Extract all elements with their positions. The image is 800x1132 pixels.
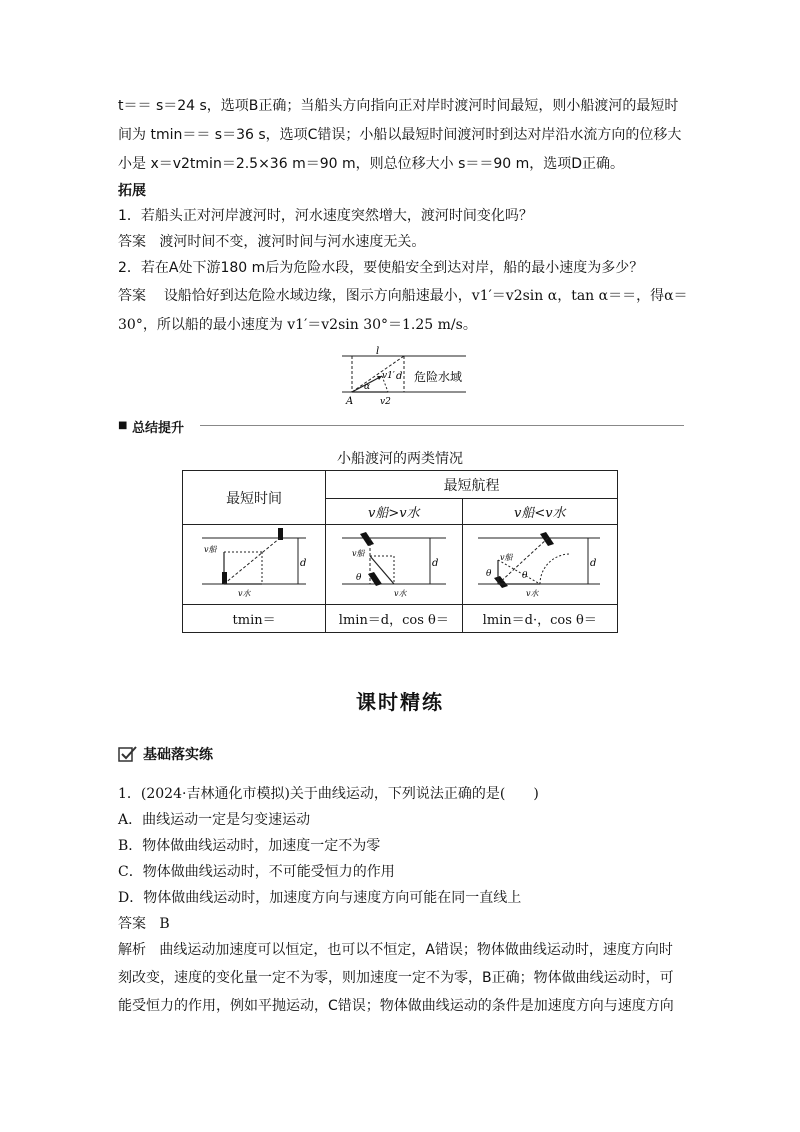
- label-vboat: v船: [204, 544, 217, 554]
- option-a: A．曲线运动一定是匀变速运动: [118, 812, 311, 828]
- diagram-case1-cell: [326, 525, 462, 605]
- table-caption: 小船渡河的两类情况: [337, 451, 463, 467]
- extension-answer-1: [118, 232, 425, 252]
- answer-text: 设船恰好到达危险水域边缘，图示方向船速最小，v1′＝v2sin α，tan α＝＝，得α＝: [163, 288, 688, 304]
- summary-table: [182, 470, 618, 633]
- label-vwater: v水: [393, 588, 407, 598]
- danger-zone-figure: [338, 344, 478, 408]
- diagram-case2-cell: [462, 525, 617, 605]
- divider: [200, 425, 684, 426]
- case-label-1: v船>v水: [326, 499, 462, 525]
- label-vboat: v船: [351, 548, 365, 558]
- label-theta-2: θ: [521, 570, 528, 581]
- case-label-2: v船<v水: [462, 499, 617, 525]
- label-vwater: v水: [525, 588, 539, 598]
- label-l: l: [376, 346, 380, 357]
- subsection-title: 基础落实练: [143, 747, 213, 763]
- analysis-line-1: [118, 940, 673, 960]
- extension-answer-2-line-2: 30°，所以船的最小速度为 v1′＝v2sin 30°＝1.25 m/s。: [118, 317, 477, 333]
- label-d: d: [431, 557, 439, 569]
- label-v1prime: v1′: [382, 371, 395, 381]
- bullet-icon: ■: [118, 420, 129, 431]
- label-vboat: v船: [499, 552, 513, 562]
- label-d: d: [396, 371, 403, 382]
- label-alpha: α: [364, 382, 371, 392]
- option-b: B．物体做曲线运动时，加速度一定不为零: [118, 838, 381, 854]
- label-d: d: [300, 557, 307, 569]
- answer-text: 渡河时间不变，渡河时间与河水速度无关。: [159, 234, 426, 250]
- extension-answer-2-line-1: [118, 286, 688, 306]
- answer-label: 答案: [118, 288, 146, 304]
- formula-lmin-case1: lmin＝d，cos θ＝: [326, 605, 462, 633]
- lesson-title: 课时精练: [356, 690, 444, 714]
- diagram-min-time-cell: [183, 525, 326, 605]
- diagram-case1: [334, 526, 454, 600]
- question-1: 1．(2024·吉林通化市模拟)关于曲线运动，下列说法正确的是( ): [118, 786, 539, 802]
- option-d: D．物体做曲线运动时，加速度方向与速度方向可能在同一直线上: [118, 890, 522, 906]
- checkbox-icon: [118, 746, 138, 762]
- header-min-path: 最短航程: [326, 471, 618, 499]
- paragraph-line-3: 小是 x＝v2tmin＝2.5×36 m＝90 m，则总位移大小 s＝＝90 m，选项D正确。: [118, 156, 625, 172]
- diagram-min-time: [194, 526, 314, 600]
- formula-lmin-case2: lmin＝d·，cos θ＝: [462, 605, 617, 633]
- analysis-line-2: 刻改变，速度的变化量一定不为零，则加速度一定不为零，B正确；物体做曲线运动时，可: [118, 970, 674, 986]
- extension-question-1: 1．若船头正对河岸渡河时，河水速度突然增大，渡河时间变化吗？: [118, 208, 533, 224]
- answer-value: B: [159, 916, 170, 932]
- formula-tmin: tmin＝: [183, 605, 326, 633]
- answer-label: 答案: [118, 916, 146, 932]
- analysis-text: 曲线运动加速度可以恒定，也可以不恒定，A错误；物体做曲线运动时，速度方向时: [159, 942, 673, 958]
- label-theta: θ: [355, 572, 362, 583]
- summary-section-header: [118, 417, 684, 436]
- label-A: A: [346, 396, 354, 407]
- extension-heading: 拓展: [118, 183, 146, 199]
- analysis-label: 解析: [118, 942, 146, 958]
- analysis-line-3: 能受恒力的作用，例如平抛运动，C错误；物体做曲线运动的条件是加速度方向与速度方向: [118, 998, 674, 1014]
- answer-label: 答案: [118, 234, 146, 250]
- answer: [118, 914, 170, 934]
- diagram-case2: [470, 526, 610, 600]
- label-theta: θ: [485, 568, 492, 579]
- header-min-time: 最短时间: [183, 471, 326, 525]
- label-vwater: v水: [238, 588, 251, 598]
- paragraph-line-1: t＝＝ s＝24 s，选项B正确；当船头方向指向正对岸时渡河时间最短，则小船渡河的最短时: [118, 98, 679, 114]
- paragraph-line-2: 间为 tmin＝＝ s＝36 s，选项C错误；小船以最短时间渡河时到达对岸沿水流方向的位移大: [118, 127, 682, 143]
- section-title: 总结提升: [132, 417, 190, 436]
- label-danger-zone: 危险水域: [414, 370, 463, 384]
- option-c: C．物体做曲线运动时，不可能受恒力的作用: [118, 864, 395, 880]
- extension-question-2: 2．若在A处下游180 m后为危险水段，要使船安全到达对岸，船的最小速度为多少？: [118, 260, 644, 276]
- label-d: d: [589, 557, 597, 569]
- label-v2: v2: [380, 397, 391, 407]
